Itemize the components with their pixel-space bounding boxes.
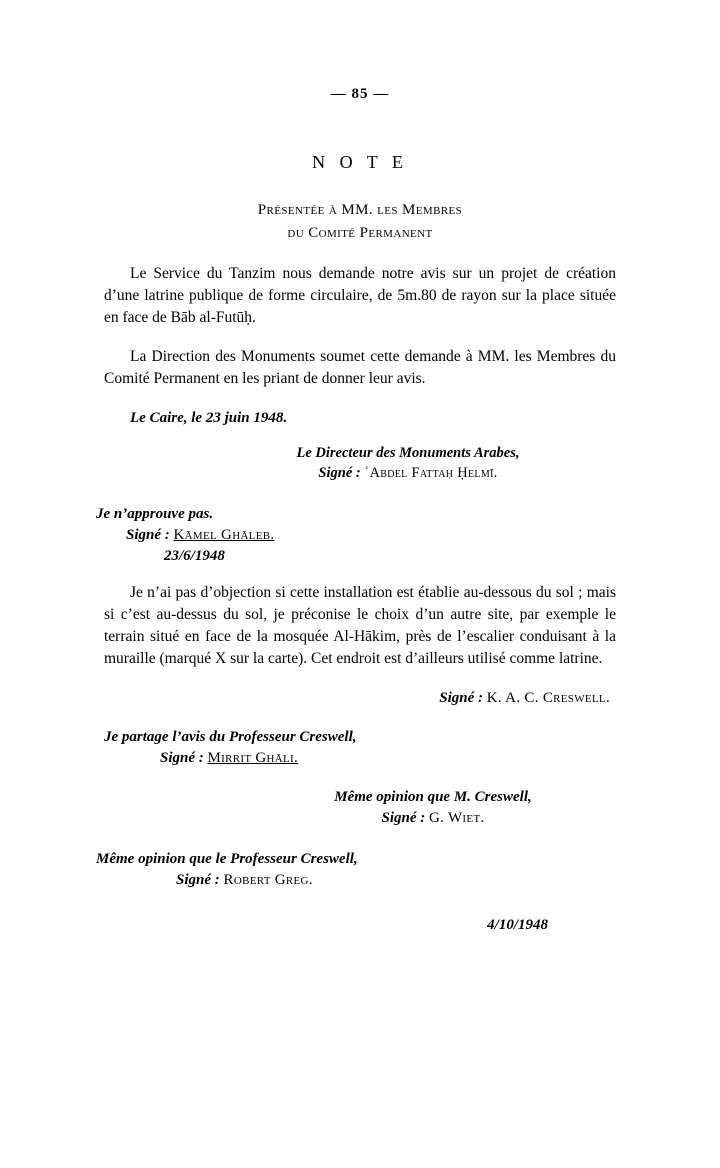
director-signature xyxy=(200,465,616,482)
signed-label: Signé : xyxy=(439,689,487,706)
director-name: ʿAbdel Fattaḥ Ḥelmī. xyxy=(364,464,498,481)
paragraph-2: La Direction des Monuments soumet cette demande à MM. les Membres du Comité Permanent en les priant de donner leur avis. xyxy=(104,347,616,387)
signature-director xyxy=(104,445,616,482)
paragraph-3: Je n’ai pas d’objection si cette installation est établie au-dessous du sol ; mais si c’est au-dessus du sol, je préconise le choix d’un autre site, par exemple le terrain situé en face de la mosquée Al-Hākim, près de l’escalier conduisant à la muraille (marqué X sur la carte). Cet endroit est d’ailleurs utilisé comme latrine. xyxy=(104,583,616,667)
wiet-signature xyxy=(250,810,616,827)
opinion-wiet xyxy=(104,789,616,827)
wiet-statement: Même opinion que M. Creswell, xyxy=(334,788,532,805)
document-content xyxy=(96,152,616,934)
note-disapprove xyxy=(96,505,616,565)
signed-label: Signé : xyxy=(176,871,224,888)
date-cairo: Le Caire, le 23 juin 1948. xyxy=(130,409,288,426)
opinion-greg xyxy=(96,850,616,889)
disapprove-statement: Je n’approuve pas. xyxy=(96,505,214,522)
wiet-name: G. Wiet. xyxy=(429,809,485,826)
greg-name: Robert Greg. xyxy=(223,871,313,888)
signed-label: Signé : xyxy=(126,526,174,543)
final-date: 4/10/1948 xyxy=(487,916,548,933)
document-page xyxy=(0,86,720,1168)
signature-creswell xyxy=(104,690,616,707)
ghali-signature xyxy=(160,750,616,767)
disapprove-date: 23/6/1948 xyxy=(164,547,225,564)
document-subtitle xyxy=(104,199,616,246)
signed-label: Signé : xyxy=(381,809,430,826)
ghali-name: Mirrit Ghāli. xyxy=(207,749,299,766)
greg-statement: Même opinion que le Professeur Creswell, xyxy=(96,850,358,867)
page-number: — 85 — xyxy=(330,86,390,102)
paragraph-1: Le Service du Tanzim nous demande notre avis sur un projet de création d’une latrine publique de forme circulaire, de 5m.80 de rayon sur la place située en face de Bāb al-Futūḥ. xyxy=(104,264,616,326)
signed-label: Signé : xyxy=(160,749,208,766)
greg-signature xyxy=(176,872,616,889)
opinion-ghali xyxy=(104,729,616,767)
subtitle-line-2: du Comité Permanent xyxy=(287,225,433,242)
creswell-name: K. A. C. Creswell. xyxy=(486,689,610,706)
page-title: N O T E xyxy=(312,152,408,172)
signed-label: Signé : xyxy=(318,464,365,481)
subtitle-line-1: Présentée à MM. les Membres xyxy=(257,202,463,218)
disapprove-name: Kāmel Ghāleb. xyxy=(173,526,275,543)
ghali-statement: Je partage l’avis du Professeur Creswell, xyxy=(104,728,357,745)
director-title: Le Directeur des Monuments Arabes, xyxy=(296,444,520,461)
disapprove-signature xyxy=(126,527,616,544)
